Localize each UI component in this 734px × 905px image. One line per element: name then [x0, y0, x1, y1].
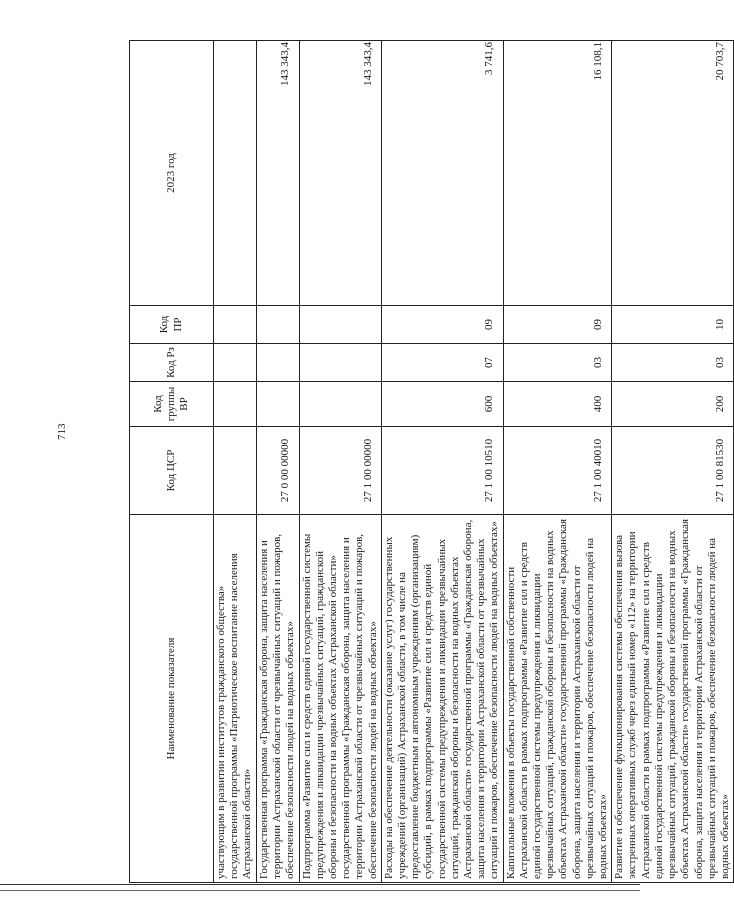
row-name: Подпрограмма «Развитие сил и средств единой государственной системы предупреждения и ликвидации чрезвычайных ситуаций, гражданской обороны и безопасности на водных объектах Астраханской области» государственной программы «Гражданская оборона, защита населения и территории Астраханской области от чрезвычайных ситуаций и пожаров, обеспечение безопасности людей на водных объектах»	[299, 515, 381, 883]
row-vr: 400	[503, 382, 612, 427]
row-name: участвующим в развитии институтов гражданского общества» государственной программы «Патриотическое воспитание населения Астраханской области»	[214, 515, 257, 883]
row-rz: 03	[612, 344, 734, 382]
row-name: Государственная программа «Гражданская оборона, защита населения и территории Астраханской области от чрезвычайных ситуаций и пожаров, обеспечение безопасности людей на водных объектах»	[256, 515, 299, 883]
row-vr: 200	[612, 382, 734, 427]
scan-edge-line	[0, 890, 640, 891]
row-rz: 07	[381, 344, 503, 382]
table-row	[214, 41, 257, 883]
header-csr: Код ЦСР	[130, 427, 214, 515]
row-pr: 10	[612, 306, 734, 344]
row-csr: 27 1 00 81530	[612, 427, 734, 515]
row-rz	[299, 344, 381, 382]
table-row	[381, 41, 503, 883]
row-rz	[256, 344, 299, 382]
row-amount: 143 343,4	[256, 41, 299, 306]
row-amount	[214, 41, 257, 306]
header-vr: Код группы ВР	[130, 382, 214, 427]
row-pr	[299, 306, 381, 344]
row-pr	[256, 306, 299, 344]
row-csr: 27 0 00 00000	[256, 427, 299, 515]
row-name: Развитие и обеспечение функционирования системы обеспечения вызова экстренных оперативных служб через единый номер «112» на территории Астраханской области в рамках подпрограммы «Развитие сил и средств единой государственной системы предупреждения и ликвидации чрезвычайных ситуаций, гражданской обороны и безопасности на водных объектах Астраханской области» государственной программы «Гражданская оборона, защита населения и территории Астраханской области от чрезвычайных ситуаций и пожаров, обеспечение безопасности людей на водных объектах»	[612, 515, 734, 883]
header-year: 2023 год	[130, 41, 214, 306]
budget-table	[129, 40, 734, 883]
row-pr: 09	[381, 306, 503, 344]
row-amount: 16 108,1	[503, 41, 612, 306]
header-row	[130, 41, 214, 883]
row-amount: 20 703,7	[612, 41, 734, 306]
row-vr: 600	[381, 382, 503, 427]
row-csr: 27 1 00 10510	[381, 427, 503, 515]
scan-edge-line	[0, 884, 640, 885]
row-name: Капитальные вложения в объекты государственной собственности Астраханской области в рамках подпрограммы «Развитие сил и средств единой государственной системы предупреждения и ликвидации чрезвычайных ситуаций, гражданской обороны и безопасности на водных объектах Астраханской области» государственной программы «Гражданская оборона, защита населения и территории Астраханской области от чрезвычайных ситуаций и пожаров, обеспечение безопасности людей на водных объектах»	[503, 515, 612, 883]
row-vr	[256, 382, 299, 427]
table-row	[256, 41, 299, 883]
table-row	[299, 41, 381, 883]
table-row	[612, 41, 734, 883]
header-rz: Код Рз	[130, 344, 214, 382]
row-csr	[214, 427, 257, 515]
row-pr	[214, 306, 257, 344]
page-number: 713	[56, 423, 68, 440]
row-vr	[299, 382, 381, 427]
row-amount: 3 741,6	[381, 41, 503, 306]
row-csr: 27 1 00 40010	[503, 427, 612, 515]
row-amount: 143 343,4	[299, 41, 381, 306]
row-pr: 09	[503, 306, 612, 344]
header-pr: Код ПР	[130, 306, 214, 344]
row-rz	[214, 344, 257, 382]
table-row	[503, 41, 612, 883]
row-rz: 03	[503, 344, 612, 382]
header-name: Наименование показателя	[130, 515, 214, 883]
budget-table-rotated	[129, 40, 731, 883]
row-name: Расходы на обеспечение деятельности (оказание услуг) государственных учреждений (организаций) Астраханской области, в том числе на предоставление бюджетным и автономным учреждениям (организациям) субсидий, в рамках подпрограммы «Развитие сил и средств единой государственной системы предупреждения и ликвидации чрезвычайных ситуаций, гражданской обороны и безопасности на водных объектах Астраханской области» государственной программы «Гражданская оборона, защита населения и территории Астраханской области от чрезвычайных ситуаций и пожаров, обеспечение безопасности людей на водных объектах»	[381, 515, 503, 883]
row-csr: 27 1 00 00000	[299, 427, 381, 515]
row-vr	[214, 382, 257, 427]
